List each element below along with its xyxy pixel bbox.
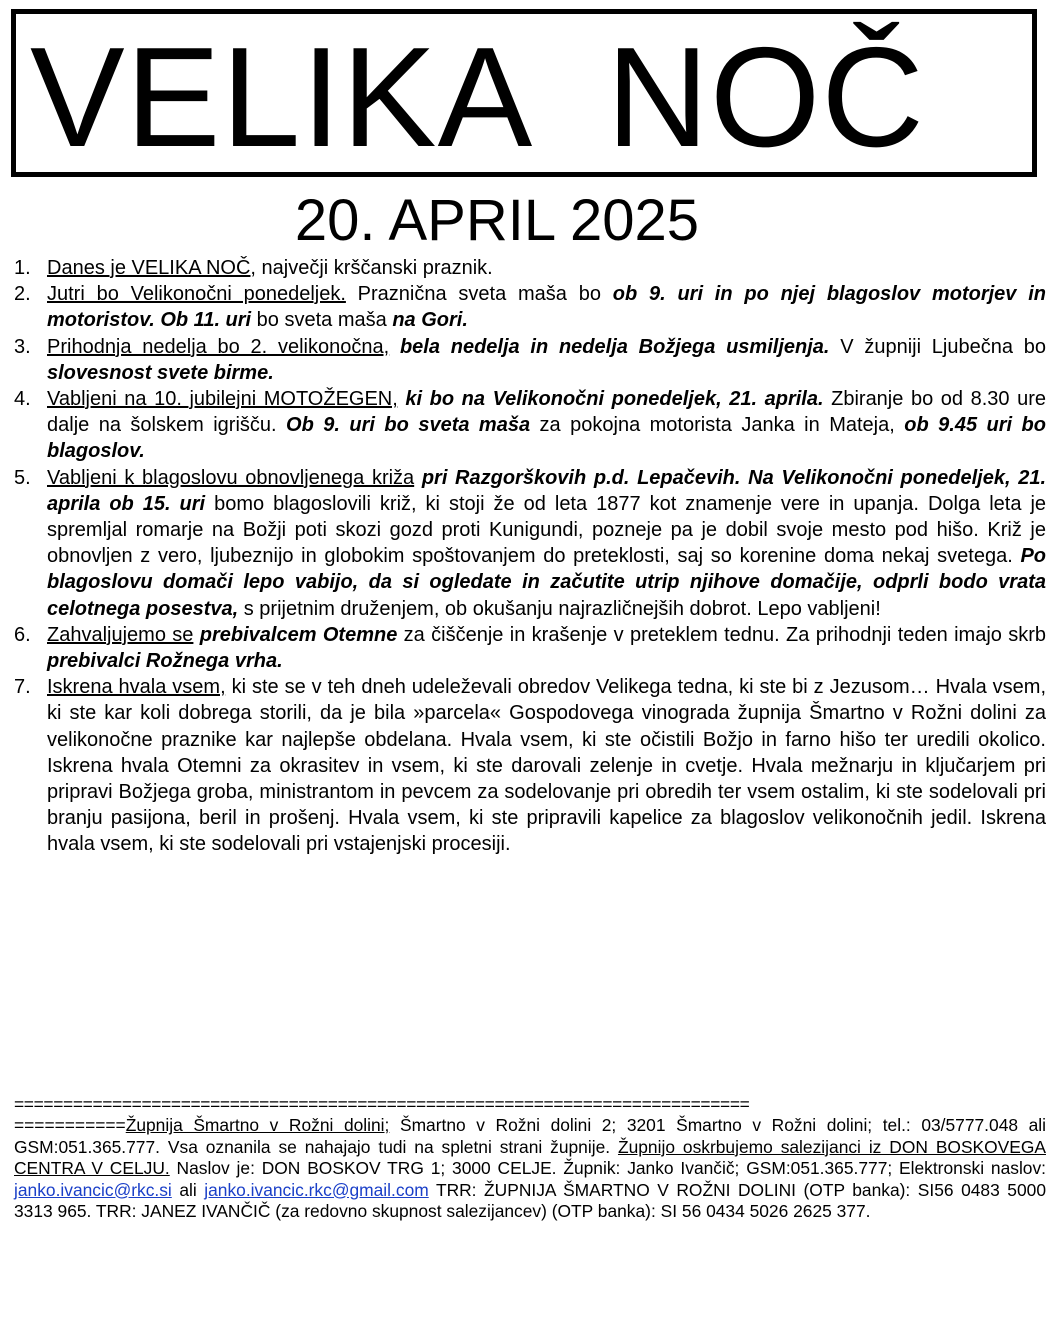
footer-prefix: =========== bbox=[14, 1115, 126, 1136]
announcement-item-5 bbox=[14, 465, 1046, 622]
title-box bbox=[11, 9, 1037, 177]
email-link-rkc[interactable]: janko.ivancic@rkc.si bbox=[14, 1179, 172, 1200]
website-note: Vsa oznanila se nahajajo tudi na spletni strani župnije. bbox=[160, 1136, 618, 1157]
item-number: 2. bbox=[14, 283, 31, 306]
item-text: V župniji Ljubečna bo bbox=[829, 335, 1046, 358]
item-number: 1. bbox=[14, 257, 31, 279]
announcement-item-2 bbox=[14, 281, 1046, 333]
divider-rule: =========================================================================== bbox=[14, 1094, 750, 1114]
item-emphasis: Ob 9. uri bo sveta maša bbox=[286, 414, 531, 437]
item-text bbox=[414, 467, 422, 489]
item-text: za pokojna motorista Janka in Mateja, bbox=[530, 414, 905, 437]
item-emphasis: Na Velikonočni ponedeljek, 21. aprila ob 15. uri bbox=[47, 466, 1047, 515]
item-text: bo sveta maša bbox=[251, 309, 393, 332]
salesians-note: Župnijo oskrbujemo salezijanci iz DON BOSKOVEGA CENTRA V CELJU. bbox=[14, 1136, 1046, 1179]
parish-footer bbox=[14, 1094, 1046, 1222]
item-lead: Iskrena hvala vsem, bbox=[47, 676, 226, 699]
parish-address: Šmartno v Rožni dolini 2; 3201 Šmartno v Rožni dolini; tel.: 03/5777.048 ali GSM:051.365.777. bbox=[14, 1115, 1047, 1157]
item-emphasis: ki bo na Velikonočni ponedeljek, 21. aprila. bbox=[405, 388, 824, 411]
item-emphasis: ob 9. uri in po njej blagoslov motorjev in motoristov. Ob 11. uri bbox=[47, 283, 1046, 332]
contact-info: Naslov je: DON BOSKOV TRG 1; 3000 CELJE. Župnik: Janko Ivančič; GSM:051.365.777; Elektronski naslov: bbox=[169, 1158, 1047, 1179]
announcement-item-7 bbox=[14, 674, 1046, 857]
item-number: 3. bbox=[14, 335, 31, 358]
item-text bbox=[389, 336, 400, 358]
item-emphasis: ob 9.45 uri bo blagoslov. bbox=[47, 414, 1046, 463]
footer-text bbox=[14, 1115, 1046, 1222]
announcement-item-4 bbox=[14, 386, 1046, 465]
bulletin-date: 20. APRIL 2025 bbox=[294, 188, 700, 253]
item-lead: Jutri bo Velikonočni ponedeljek. bbox=[47, 283, 346, 306]
announcement-item-3 bbox=[14, 334, 1046, 386]
item-number: 7. bbox=[14, 676, 31, 699]
item-text bbox=[740, 467, 748, 489]
item-emphasis: Po blagoslovu domači lepo vabijo, da si ogledate in začutite utrip njihove domačije, odprli bodo vrata celotnega posestva, bbox=[47, 545, 1046, 620]
item-emphasis: slovesnost svete birme. bbox=[47, 361, 274, 384]
announcement-list bbox=[14, 255, 1046, 858]
item-lead: Zahvaljujemo se bbox=[47, 623, 194, 646]
item-text: Zbiranje bo od 8.30 ure dalje na šolskem igrišču. bbox=[47, 388, 1046, 437]
item-emphasis: na Gori. bbox=[392, 309, 468, 332]
item-lead: Danes je VELIKA NOČ, bbox=[47, 257, 256, 279]
page-title: VELIKA NOČ bbox=[30, 18, 925, 177]
announcement-item-6 bbox=[14, 622, 1046, 674]
email-link-gmail[interactable]: janko.ivancic.rkc@gmail.com bbox=[204, 1179, 429, 1200]
item-lead: Prihodnja nedelja bo 2. velikonočna, bbox=[47, 335, 390, 358]
item-text: bomo blagoslovili križ, ki stoji že od leta 1877 kot znamenje vere in upanja. Dolga leta je spremljal romarje na Božji poti skozi gozd proti Kunigundi, pozneje pa je dobil svoje mesto pod hišo. Križ je obnovljen z vero, ljubeznijo in globokim spoštovanjem do preteklosti, saj so korenine doma nekaj svetega. bbox=[47, 492, 1047, 568]
bank-accounts: TRR: ŽUPNIJA ŠMARTNO V ROŽNI DOLINI (OTP banka): SI56 0483 5000 3313 965. TRR: JANEZ IVANČIČ (za redovno skupnost salezijancev) (OTP banka): SI 56 0434 5026 2625 377. bbox=[14, 1179, 1046, 1222]
item-emphasis: prebivalcem Otemne bbox=[199, 623, 398, 646]
item-text: Praznična sveta maša bo bbox=[345, 283, 613, 306]
item-lead: Vabljeni na 10. jubilejni MOTOŽEGEN, bbox=[47, 388, 398, 411]
item-lead: Vabljeni k blagoslovu obnovljenega križa bbox=[47, 466, 415, 489]
item-emphasis: prebivalci Rožnega vrha. bbox=[47, 650, 283, 673]
item-text: največji krščanski praznik. bbox=[255, 257, 493, 279]
item-text: s prijetnim druženjem, ob okušanju najrazličnejših dobrot. Lepo vabljeni! bbox=[238, 597, 881, 620]
item-number: 5. bbox=[14, 466, 31, 489]
item-emphasis: pri Razgorškovih p.d. Lepačevih. bbox=[421, 466, 741, 489]
item-emphasis: bela nedelja in nedelja Božjega usmiljenja. bbox=[399, 335, 830, 358]
item-number: 4. bbox=[14, 388, 31, 411]
parish-name: Župnija Šmartno v Rožni dolini; bbox=[125, 1115, 390, 1136]
or-text: ali bbox=[171, 1179, 205, 1200]
item-number: 6. bbox=[14, 623, 31, 646]
announcement-item-1 bbox=[14, 255, 1046, 281]
item-text: za čiščenje in krašenje v preteklem tednu. Za prihodnji teden imajo skrb bbox=[397, 623, 1047, 646]
item-text: ki ste se v teh dneh udeleževali obredov Velikega tedna, ki ste bi z Jezusom… Hvala vsem, ki ste kar koli dobrega storili, da je bila »parcela« Gospodovega vinograda župnija Šmartno v Rožni dolini za velikonočne praznike kar najlepše obdelana. Hvala vsem, ki ste očistili Božjo in farno hišo ter uredili okolico. Iskrena hvala Otemni za okrasitev in vsem, ki ste darovali zelenje in cvetje. Hvala mežnarju in ključarjem pri pripravi Božjega groba, ministrantom in pevcem za sodelovanje pri obredih ter vsem ostalim, ki ste sodelovali pri branju pasijona, beril in prošenj. Hvala vsem, ki ste pripravili kapelice za blagoslov velikonočnih jedil. Iskrena hvala vsem, ki ste sodelovali pri vstajenjski procesiji. bbox=[47, 676, 1046, 856]
